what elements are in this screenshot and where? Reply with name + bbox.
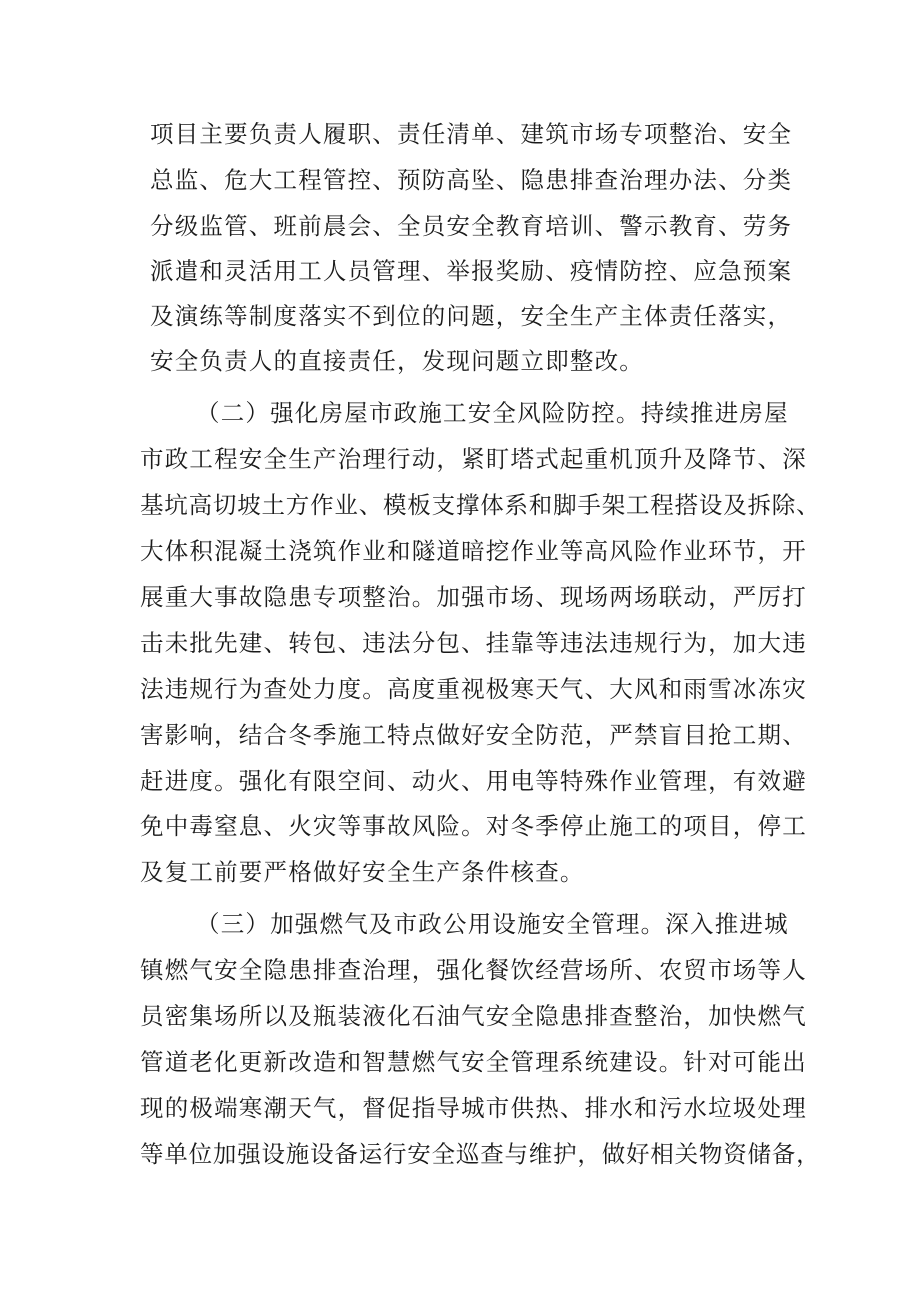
paragraph-1-line-4: 派遣和灵活用工人员管理、举报奖励、疫情防控、应急预案 xyxy=(150,257,793,285)
paragraph-2-line-5: 展重大事故隐患专项整治。加强市场、现场两场联动，严厉打 xyxy=(140,583,807,611)
paragraph-2-line-11: 及复工前要严格做好安全生产条件核查。 xyxy=(140,858,585,886)
paragraph-2-line-10: 免中毒窒息、火灾等事故风险。对冬季停止施工的项目，停工 xyxy=(140,812,807,840)
paragraph-2-line-6: 击未批先建、转包、违法分包、挂靠等违法违规行为，加大违 xyxy=(140,629,807,657)
paragraph-1-line-2: 总监、危大工程管控、预防高坠、隐患排查治理办法、分类 xyxy=(150,166,793,194)
paragraph-1-line-1: 项目主要负责人履职、责任清单、建筑市场专项整治、安全 xyxy=(150,120,793,148)
paragraph-2-line-7: 法违规行为查处力度。高度重视极寒天气、大风和雨雪冰冻灾 xyxy=(140,675,807,703)
paragraph-1-line-3: 分级监管、班前晨会、全员安全教育培训、警示教育、劳务 xyxy=(150,212,793,240)
paragraph-3-line-5: 现的极端寒潮天气，督促指导城市供热、排水和污水垃圾处理 xyxy=(140,1094,807,1122)
paragraph-3-line-3: 员密集场所以及瓶装液化石油气安全隐患排查整治，加快燃气 xyxy=(140,1002,807,1030)
paragraph-2-line-2: 市政工程安全生产治理行动，紧盯塔式起重机顶升及降节、深 xyxy=(140,445,807,473)
paragraph-3-line-4: 管道老化更新改造和智慧燃气安全管理系统建设。针对可能出 xyxy=(140,1048,807,1076)
paragraph-2-line-8: 害影响，结合冬季施工特点做好安全防范，严禁盲目抢工期、 xyxy=(140,721,807,749)
paragraph-2-line-4: 大体积混凝土浇筑作业和隧道暗挖作业等高风险作业环节，开 xyxy=(140,537,807,565)
paragraph-2-line-3: 基坑高切坡土方作业、模板支撑体系和脚手架工程搭设及拆除、 xyxy=(140,491,821,519)
paragraph-2-line-1: （二）强化房屋市政施工安全风险防控。持续推进房屋 xyxy=(196,399,789,427)
paragraph-2-line-9: 赶进度。强化有限空间、动火、用电等特殊作业管理，有效避 xyxy=(140,767,807,795)
paragraph-3-line-2: 镇燃气安全隐患排查治理，强化餐饮经营场所、农贸市场等人 xyxy=(140,956,807,984)
paragraph-3-line-6: 等单位加强设施设备运行安全巡查与维护，做好相关物资储备， xyxy=(140,1140,821,1168)
paragraph-1-line-6: 安全负责人的直接责任，发现问题立即整改。 xyxy=(150,347,644,375)
paragraph-1-line-5: 及演练等制度落实不到位的问题，安全生产主体责任落实， xyxy=(150,302,793,330)
paragraph-3-line-1: （三）加强燃气及市政公用设施安全管理。深入推进城 xyxy=(196,910,789,938)
